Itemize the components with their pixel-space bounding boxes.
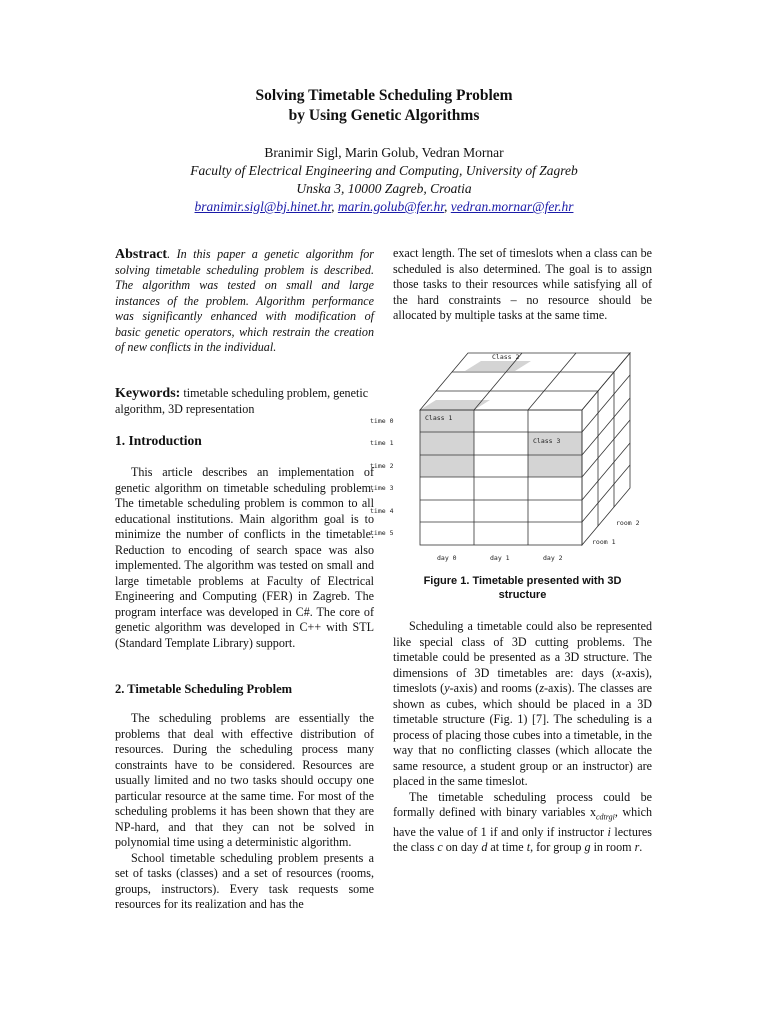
keywords: [115, 386, 374, 417]
title-line-1: Solving Timetable Scheduling Problem: [255, 87, 513, 104]
author-names: Branimir Sigl, Marin Golub, Vedran Mornar: [264, 145, 504, 160]
time-label-5: time 5: [370, 529, 394, 537]
section-1-body: [115, 465, 374, 651]
abstract-text: . In this paper a genetic algorithm for solving timetable scheduling problem is described. The algorithm was tested on small and large instances of the problem. Algorithm performance was significantly enhanced with modification of basic genetic operators, which restrain the creation of new conflicts in the individual.: [115, 247, 374, 354]
timetable-3d-figure: [366, 348, 666, 568]
email-link-2[interactable]: marin.golub@fer.hr: [337, 199, 445, 214]
email-list: branimir.sigl@bj.hinet.hr, marin.golub@fer.hr, vedran.mornar@fer.hr: [194, 199, 574, 214]
keywords-heading: Keywords:: [115, 386, 181, 401]
time-label-1: time 1: [370, 439, 394, 447]
col2-paragraph-4: The timetable scheduling process could be formally defined with binary variables $x_{cdtrgi}$, which have the value of 1 if and only if instructor i lectures the class c on day d at time t, for group g in room r.: [393, 789, 652, 855]
section-2-body: [115, 711, 374, 913]
keywords-text: timetable scheduling problem, genetic algorithm, 3D representation: [115, 386, 369, 416]
section-2-paragraph-2: School timetable scheduling problem presents a set of tasks (classes) and a set of resources (rooms, groups, instructors). Every task requests some resources for its realization and has the: [115, 850, 374, 911]
time-label-2: time 2: [370, 462, 394, 470]
class-3-label: Class 3: [533, 437, 561, 445]
day-label-0: day 0: [437, 554, 457, 562]
section-2-paragraph-1: The scheduling problems are essentially the problems that deal with effective distribution of resources. During the scheduling process many constraints have to be considered. Resources are usually limited and no two tasks should occupy one particular resource at the same time. For most of the scheduling problems it has been shown that they are NP-hard, and that they can not be solved in polynomial time using a deterministic algorithm.: [115, 711, 374, 849]
day-label-1: day 1: [490, 554, 510, 562]
email-link-3[interactable]: vedran.mornar@fer.hr: [450, 199, 574, 214]
day-label-2: day 2: [543, 554, 563, 562]
email-link-1[interactable]: branimir.sigl@bj.hinet.hr: [194, 199, 332, 214]
class-2-label: Class 2: [492, 353, 520, 361]
address: Unska 3, 10000 Zagreb, Croatia: [296, 181, 472, 196]
abstract: [115, 247, 374, 356]
paper-title: [0, 86, 768, 126]
author-block: [0, 144, 768, 216]
room-label-1: room 1: [592, 538, 616, 546]
section-1-paragraph: This article describes an implementation of genetic algorithm on timetable scheduling problem. The timetable scheduling problem is common to all educational institutions. Main algorithm goal is to minimize the number of conflicts in the timetable. Reduction to encoding of search space was also implemented. The algorithm was tested on small and large timetable problems at Faculty of Electrical Engineering and Computing (FER) in Zagreb. The program interface was developed in C#. The core of genetic algorithm was developed in C++ with STL (Standard Template Library) support.: [115, 465, 374, 650]
room-label-2: room 2: [616, 519, 640, 527]
col2-paragraph-3: Scheduling a timetable could also be represented like special class of 3D cutting problems. The timetable could be presented as a 3D structure. The dimensions of 3D timetables are: days (x-axis), timeslots (y-axis) and rooms (z-axis). The classes are shown as cubes, which should be placed in a 3D timetable structure (Fig. 1) [7]. The scheduling is a process of placing those cubes into a timetable, in the way that no conflicting classes (which allocate the same resource, a student group or an instructor) are placed in the same timeslot.: [393, 619, 652, 788]
affiliation: Faculty of Electrical Engineering and Computing, University of Zagreb: [190, 163, 578, 178]
time-label-4: time 4: [370, 507, 394, 515]
time-label-0: time 0: [370, 417, 394, 425]
abstract-heading: Abstract: [115, 247, 168, 262]
class-2-block: [465, 361, 531, 371]
col2-continued-paragraph: exact length. The set of timeslots when a class can be scheduled is also determined. The goal is to assign those tasks to their resources while satisfying all of the hard constraints – no resource should be allocated by multiple tasks at the same time.: [393, 246, 652, 322]
col2-body: [393, 619, 652, 856]
time-label-3: time 3: [370, 484, 394, 492]
figure-caption: Figure 1. Timetable presented with 3D structure: [423, 575, 622, 601]
section-2-heading: 2. Timetable Scheduling Problem: [115, 682, 293, 696]
title-line-2: by Using Genetic Algorithms: [288, 107, 480, 124]
class-1-label: Class 1: [425, 414, 453, 422]
section-1-heading: 1. Introduction: [115, 433, 202, 448]
